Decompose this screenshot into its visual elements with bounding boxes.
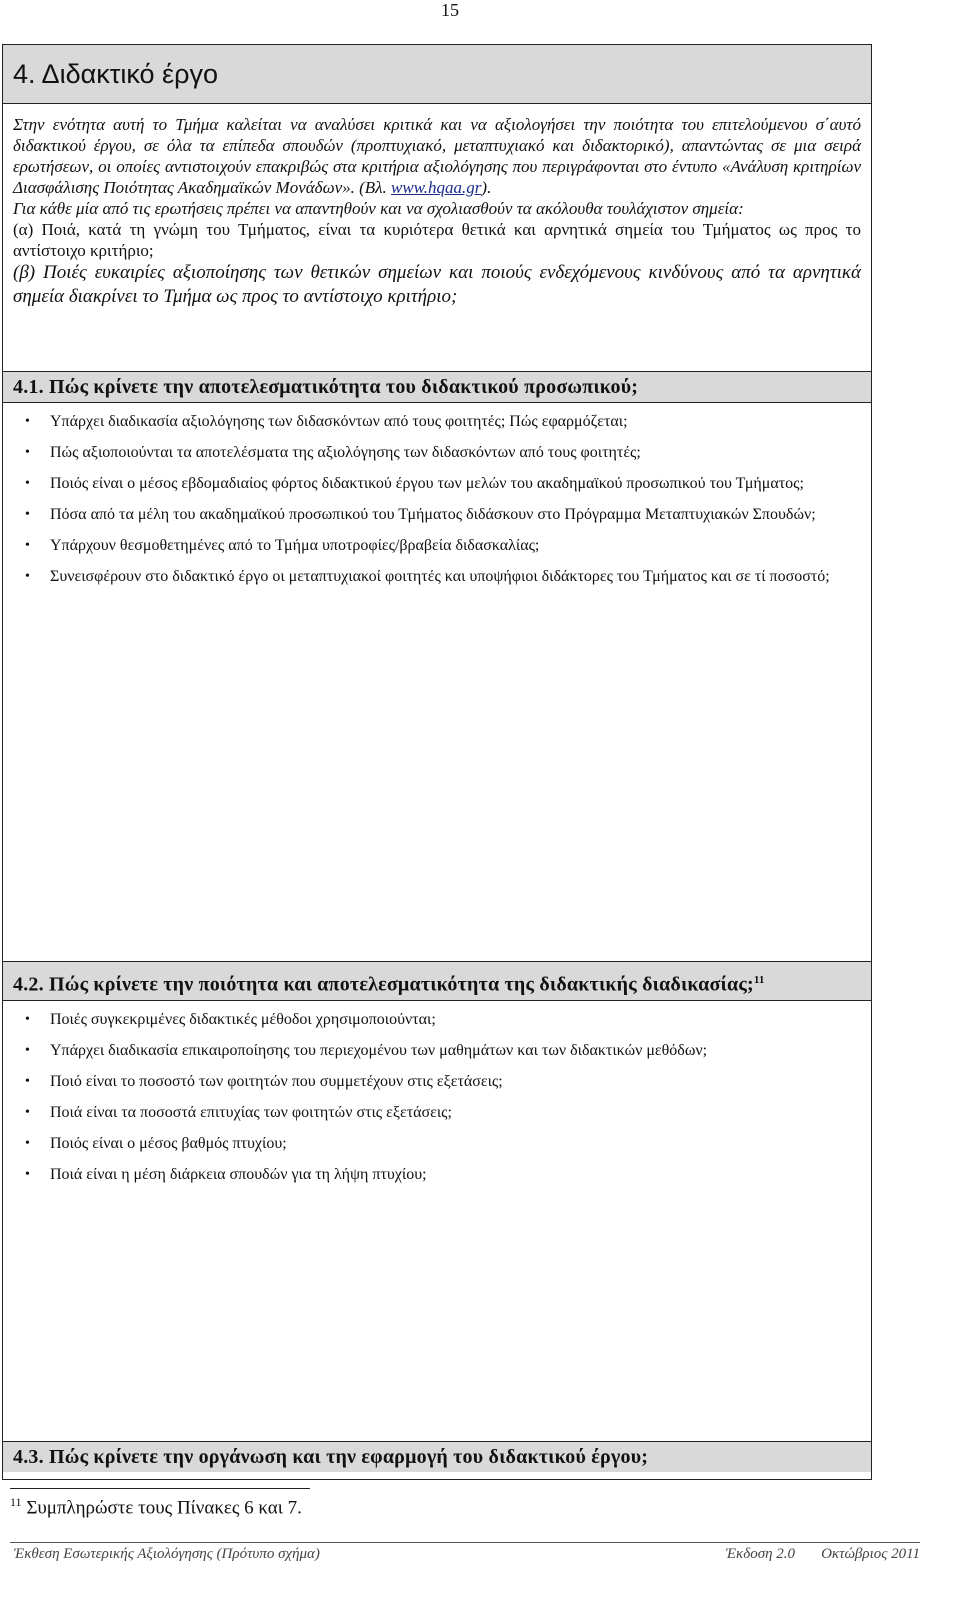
question-item [13, 473, 859, 495]
question-item [13, 504, 859, 526]
section-42-title [3, 962, 871, 1001]
question-text: Συνεισφέρουν στο διδακτικό έργο οι μεταπτυχιακοί φοιτητές και υποψήφιοι διδάκτορες του Τμήματος και σε τί ποσοστό; [50, 568, 830, 585]
bullet-icon: • [25, 1104, 30, 1120]
bullet-icon: • [25, 1073, 30, 1089]
section-42-questions [3, 1001, 871, 1186]
footnote-text: Συμπληρώστε τους Πίνακες 6 και 7. [21, 1497, 302, 1519]
question-text: Πόσα από τα μέλη του ακαδημαϊκού προσωπικού του Τμήματος διδάσκουν στο Πρόγραμμα Μεταπτυχιακών Σπουδών; [50, 506, 816, 523]
section-42-title-text: 4.2. Πώς κρίνετε την ποιότητα και αποτελεσματικότητα της διδακτικής διαδικασίας; [13, 973, 754, 996]
section-43-box [2, 1442, 872, 1480]
bullet-icon: • [25, 507, 30, 522]
bullet-icon: • [25, 414, 30, 429]
footnote-ref[interactable]: 11 [753, 974, 765, 986]
question-text: Ποιό είναι το ποσοστό των φοιτητών που συμμετέχουν στις εξετάσεις; [50, 1072, 503, 1090]
question-text: Ποιές συγκεκριμένες διδακτικές μέθοδοι χρησιμοποιούνται; [50, 1010, 436, 1028]
footer-divider [10, 1542, 920, 1543]
main-title: 4. Διδακτικό έργο [3, 45, 871, 104]
bullet-icon: • [25, 1135, 30, 1151]
question-text: Πώς αξιοποιούνται τα αποτελέσματα της αξιολόγησης των διδασκόντων από τους φοιτητές; [50, 444, 641, 461]
bullet-icon: • [25, 538, 30, 553]
intro-p1-end: ). [481, 178, 492, 197]
question-item [13, 1009, 859, 1031]
bullet-icon: • [25, 1011, 30, 1027]
footnote [10, 1495, 302, 1519]
question-text: Ποιά είναι η μέση διάρκεια σπουδών για τη λήψη πτυχίου; [50, 1165, 427, 1183]
intro-paragraph-2: Για κάθε μία από τις ερωτήσεις πρέπει να απαντηθούν και να σχολιασθούν τα ακόλουθα τουλάχιστον σημεία: [13, 199, 744, 218]
question-item [13, 1040, 859, 1062]
page-number: 15 [441, 0, 459, 20]
section-41-box [2, 372, 872, 962]
question-text: Υπάρχει διαδικασία αξιολόγησης των διδασκόντων από τους φοιτητές; Πώς εφαρμόζεται; [50, 413, 628, 430]
question-item [13, 1102, 859, 1124]
bullet-icon: • [25, 1166, 30, 1182]
intro-p1-text: Στην ενότητα αυτή το Τμήμα καλείται να αναλύσει κριτικά και να αξιολογήσει την ποιότητα του επιτελούμενου σ΄αυτό διδακτικού έργου, σε όλα τα επίπεδα σπουδών (προπτυχιακό, μεταπτυχιακό και διδακτορικό), απαντώντας σε μια σειρά ερωτήσεων, οι οποίες αντιστοιχούν επακριβώς στα κριτήρια αξιολόγησης που περιγράφονται στο έντυπο «Ανάλυση κριτηρίων Διασφάλισης Ποιότητας Ακαδημαϊκών Μονάδων». (Βλ. [13, 115, 861, 197]
footer-date: Οκτώβριος 2011 [821, 1546, 920, 1562]
bullet-icon: • [25, 1042, 30, 1058]
question-item [13, 442, 859, 464]
question-text: Υπάρχουν θεσμοθετημένες από το Τμήμα υποτροφίες/βραβεία διδασκαλίας; [50, 537, 540, 554]
question-item [13, 1133, 859, 1155]
footnote-number: 11 [10, 1495, 22, 1509]
section-43-title: 4.3. Πώς κρίνετε την οργάνωση και την εφαρμογή του διδακτικού έργου; [3, 1442, 871, 1472]
question-item [13, 1164, 859, 1186]
bullet-icon: • [25, 569, 30, 584]
section-42-box [2, 962, 872, 1442]
question-item [13, 566, 859, 588]
intro-box [2, 44, 872, 372]
footer-document-title: Έκθεση Εσωτερικής Αξιολόγησης (Πρότυπο σχήμα) [14, 1546, 320, 1562]
page-footer [14, 1546, 920, 1563]
intro-paragraph-1 [13, 114, 861, 198]
question-text: Υπάρχει διαδικασία επικαιροποίησης του περιεχομένου των μαθημάτων και των διδακτικών μεθόδων; [50, 1041, 708, 1059]
section-41-title: 4.1. Πώς κρίνετε την αποτελεσματικότητα του διδακτικού προσωπικού; [3, 372, 871, 403]
footer-edition: Έκδοση 2.0 [725, 1546, 796, 1562]
intro-text [3, 104, 871, 309]
question-text: Ποιά είναι τα ποσοστά επιτυχίας των φοιτητών στις εξετάσεις; [50, 1103, 452, 1121]
section-41-questions [3, 403, 871, 588]
question-item [13, 411, 859, 433]
intro-paragraph-4: (β) Ποιές ευκαιρίες αξιοποίησης των θετικών σημείων και ποιούς ενδεχόμενους κινδύνους από τα αρνητικά σημεία διακρίνει το Τμήμα ως προς το αντίστοιχο κριτήριο; [13, 262, 861, 307]
footer-right [700, 1546, 920, 1563]
bullet-icon: • [25, 445, 30, 460]
intro-paragraph-3: (α) Ποιά, κατά τη γνώμη του Τμήματος, είναι τα κυριότερα θετικά και αρνητικά σημεία του Τμήματος ως προς το αντίστοιχο κριτήριο; [13, 220, 861, 260]
bullet-icon: • [25, 476, 30, 491]
footnote-divider [10, 1488, 310, 1489]
question-item [13, 1071, 859, 1093]
question-item [13, 535, 859, 557]
hqaa-link[interactable]: www.hqaa.gr [391, 178, 482, 197]
question-text: Ποιός είναι ο μέσος βαθμός πτυχίου; [50, 1134, 287, 1152]
question-text: Ποιός είναι ο μέσος εβδομαδιαίος φόρτος διδακτικού έργου των μελών του ακαδημαϊκού προσωπικού του Τμήματος; [50, 475, 804, 492]
